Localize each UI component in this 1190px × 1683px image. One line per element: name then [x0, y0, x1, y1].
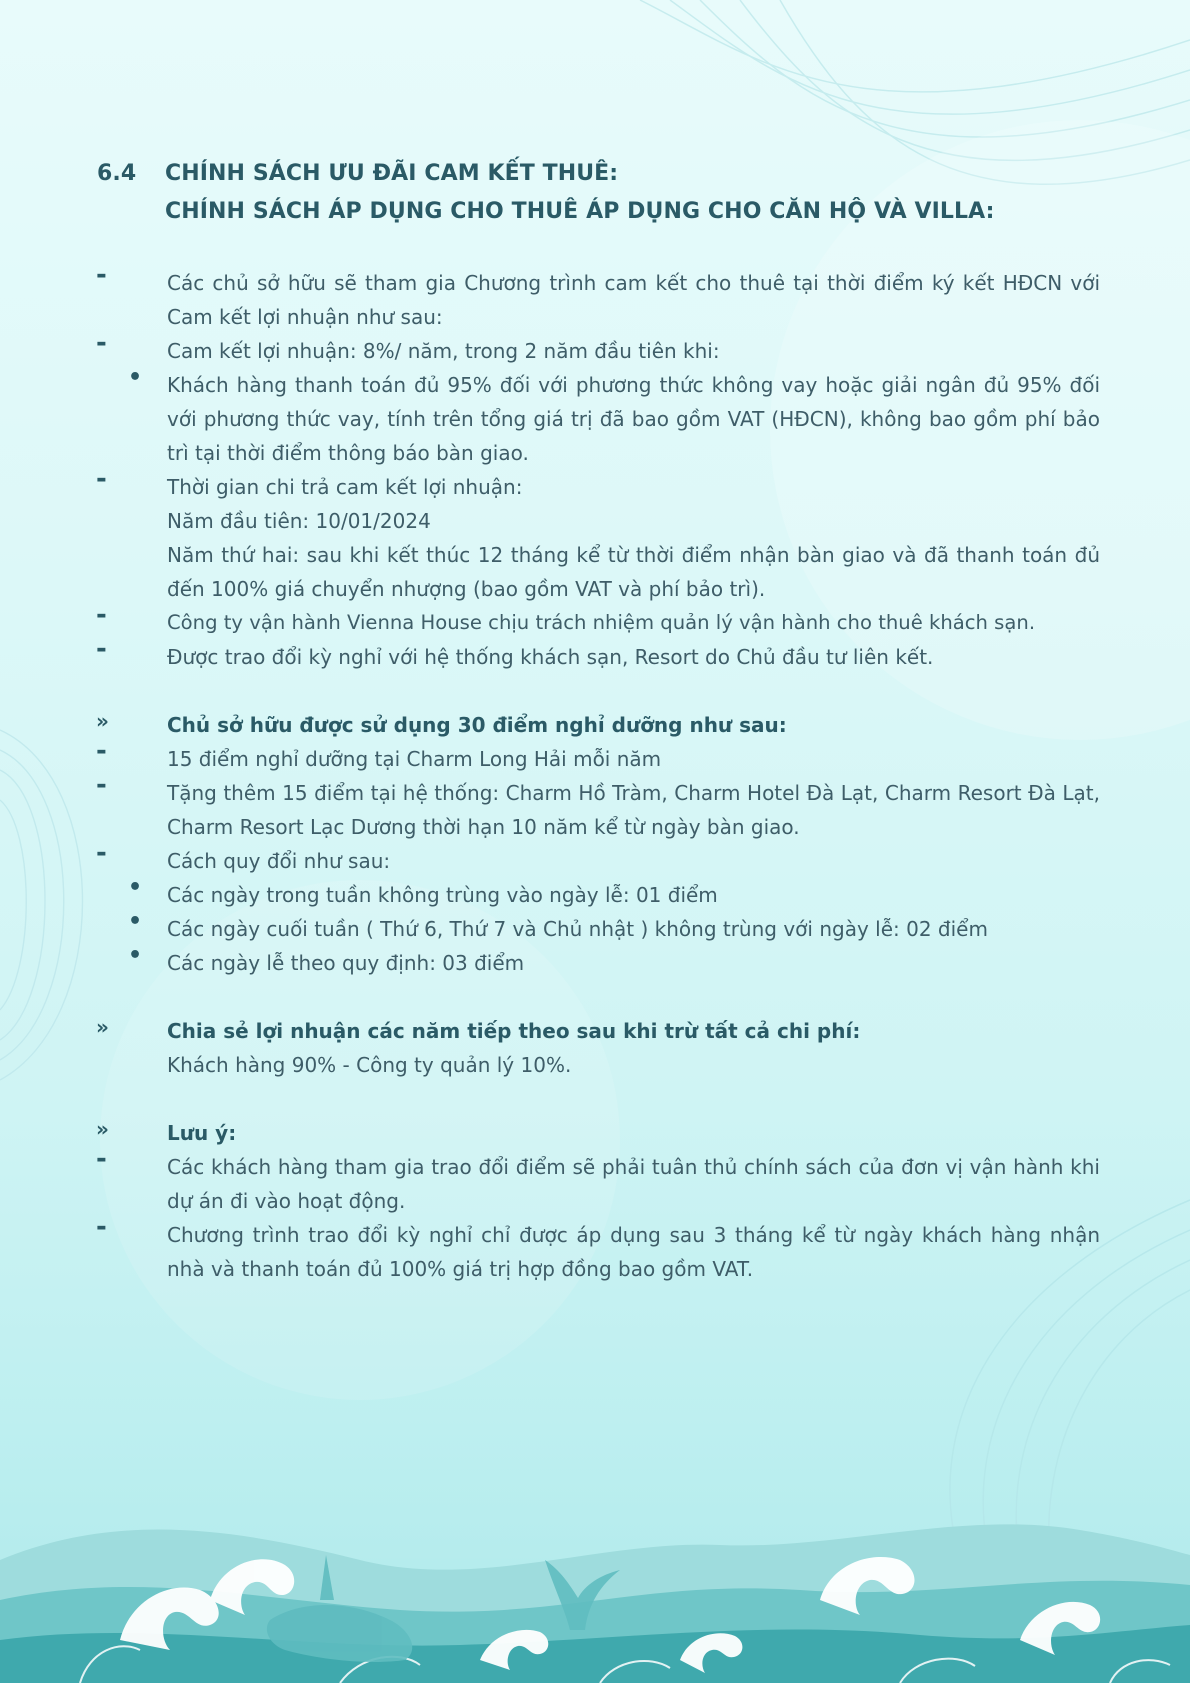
- points-title: Chủ sở hữu được sử dụng 30 điểm nghỉ dưỡng như sau:: [167, 713, 787, 737]
- section-subtitle: CHÍNH SÁCH ÁP DỤNG CHO THUÊ ÁP DỤNG CHO CĂN HỘ VÀ VILLA:: [165, 199, 995, 224]
- profit-text: Khách hàng 90% - Công ty quản lý 10%.: [167, 1053, 572, 1077]
- rental-paragraph: Năm thứ hai: sau khi kết thúc 12 tháng kể từ thời điểm nhận bàn giao và đã thanh toán đủ đến 100% giá chuyển nhượng (bao gồm VAT và phí bảo trì).: [167, 543, 1100, 601]
- dash-marker: -: [96, 600, 107, 630]
- bullet-marker: •: [128, 909, 143, 934]
- section-title: CHÍNH SÁCH ƯU ĐÃI CAM KẾT THUÊ:: [165, 161, 619, 186]
- dash-marker: -: [96, 464, 107, 494]
- rental-paragraph: Thời gian chi trả cam kết lợi nhuận:: [167, 475, 523, 499]
- dash-marker: -: [96, 1144, 107, 1174]
- dash-marker: -: [96, 1212, 107, 1242]
- note-title: Lưu ý:: [167, 1121, 237, 1145]
- note-paragraph: Các khách hàng tham gia trao đổi điểm sẽ phải tuân thủ chính sách của đơn vị vận hành khi dự án đi vào hoạt động.: [167, 1155, 1100, 1213]
- raquo-marker: »: [96, 1015, 109, 1039]
- rental-paragraph: Cam kết lợi nhuận: 8%/ năm, trong 2 năm đầu tiên khi:: [167, 339, 720, 363]
- rental-paragraph: Các chủ sở hữu sẽ tham gia Chương trình cam kết cho thuê tại thời điểm ký kết HĐCN với Cam kết lợi nhuận như sau:: [167, 271, 1100, 329]
- points-paragraph: Cách quy đổi như sau:: [167, 849, 391, 873]
- rental-paragraph: Được trao đổi kỳ nghỉ với hệ thống khách sạn, Resort do Chủ đầu tư liên kết.: [167, 645, 934, 669]
- profit-title: Chia sẻ lợi nhuận các năm tiếp theo sau khi trừ tất cả chi phí:: [167, 1019, 861, 1043]
- dash-marker: -: [96, 770, 107, 800]
- points-paragraph: 15 điểm nghỉ dưỡng tại Charm Long Hải mỗi năm: [167, 747, 662, 771]
- bullet-marker: •: [128, 875, 143, 900]
- points-bullet: Các ngày cuối tuần ( Thứ 6, Thứ 7 và Chủ nhật ) không trùng với ngày lễ: 02 điểm: [167, 917, 988, 941]
- dash-marker: -: [96, 260, 107, 290]
- points-bullet: Các ngày lễ theo quy định: 03 điểm: [167, 951, 525, 975]
- section-number: 6.4: [97, 161, 137, 186]
- points-paragraph: Tặng thêm 15 điểm tại hệ thống: Charm Hồ Tràm, Charm Hotel Đà Lạt, Charm Resort Đà Lạt, Charm Resort Lạc Dương thời hạn 10 năm kể từ ngày bàn giao.: [167, 781, 1100, 839]
- dash-marker: -: [96, 736, 107, 766]
- bullet-marker: •: [128, 365, 143, 390]
- dash-marker: -: [96, 328, 107, 358]
- rental-paragraph: Khách hàng thanh toán đủ 95% đối với phương thức không vay hoặc giải ngân đủ 95% đối với phương thức vay, tính trên tổng giá trị đã bao gồm VAT (HĐCN), không bao gồm phí bảo trì tại thời điểm thông báo bàn giao.: [167, 373, 1100, 465]
- dash-marker: -: [96, 838, 107, 868]
- section-heading: [97, 161, 618, 186]
- bullet-marker: •: [128, 943, 143, 968]
- dash-marker: -: [96, 634, 107, 664]
- rental-paragraph: Năm đầu tiên: 10/01/2024: [167, 509, 431, 533]
- rental-paragraph: Công ty vận hành Vienna House chịu trách nhiệm quản lý vận hành cho thuê khách sạn.: [167, 611, 1036, 634]
- note-paragraph: Chương trình trao đổi kỳ nghỉ chỉ được áp dụng sau 3 tháng kể từ ngày khách hàng nhận nhà và thanh toán đủ 100% giá trị hợp đồng bao gồm VAT.: [167, 1223, 1100, 1281]
- raquo-marker: »: [96, 709, 109, 733]
- raquo-marker: »: [96, 1117, 109, 1141]
- points-bullet: Các ngày trong tuần không trùng vào ngày lễ: 01 điểm: [167, 883, 718, 907]
